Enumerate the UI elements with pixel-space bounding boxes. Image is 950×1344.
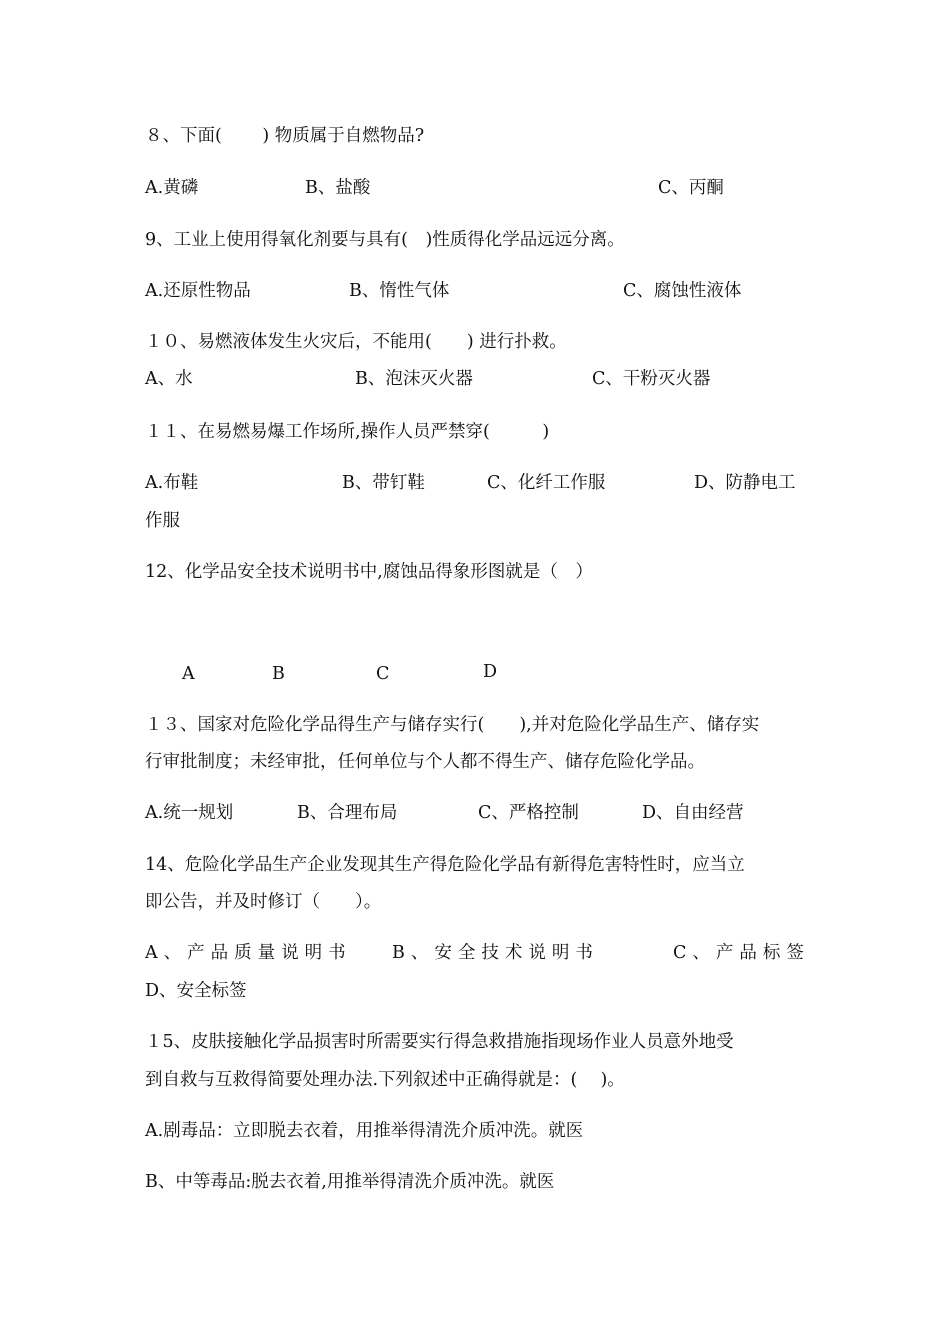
question-14-option-b: B、安全技术说明书 [392,943,599,963]
question-9-option-b: B、惰性气体 [349,281,450,301]
question-9-stem: 9、工业上使用得氧化剂要与具有( )性质得化学品远远分离。 [145,230,625,250]
question-9-option-a: A.还原性物品 [145,281,251,301]
question-13-stem-line-2: 行审批制度；未经审批，任何单位与个人都不得生产、储存危险化学品。 [145,752,705,772]
question-14-option-c: C、产品标签 [673,943,810,963]
question-11-option-b: B、带钉鞋 [342,473,425,493]
question-14-option-d: D、安全标签 [145,981,247,1001]
question-11-option-c: C、化纤工作服 [487,473,606,493]
question-14-option-a: A、产品质量说明书 [145,943,352,963]
question-9-option-c: C、腐蚀性液体 [623,281,742,301]
question-10-option-c: C、干粉灭火器 [592,369,711,389]
question-13-option-d: D、自由经营 [642,803,744,823]
question-11-option-d: D、防静电工 [694,473,796,493]
question-11-stem: １１、在易燃易爆工作场所,操作人员严禁穿( ) [145,422,550,442]
question-8-option-a: A.黄磷 [145,178,199,198]
question-14-stem-line-2: 即公告，并及时修订（ ）。 [145,892,382,912]
question-12-option-b: B [272,664,285,684]
question-15-stem-line-2: 到自救与互救得简要处理办法.下列叙述中正确得就是：( )。 [145,1070,625,1090]
question-13-option-b: B、合理布局 [297,803,398,823]
question-8-stem: ８、下面( ) 物质属于自燃物品? [145,126,425,146]
question-11-option-a: A.布鞋 [145,473,199,493]
question-15-option-b: B、中等毒品:脱去衣着,用推举得清洗介质冲洗。就医 [145,1172,555,1192]
question-14-stem-line-1: 14、危险化学品生产企业发现其生产得危险化学品有新得危害特性时，应当立 [145,855,745,875]
question-13-stem-line-1: １３、国家对危险化学品得生产与储存实行( ),并对危险化学品生产、储存实 [145,715,760,735]
question-8-option-c: C、丙酮 [658,178,724,198]
question-13-option-c: C、严格控制 [478,803,579,823]
question-12-option-c: C [376,664,390,684]
question-13-option-a: A.统一规划 [145,803,234,823]
question-10-stem: １０、易燃液体发生火灾后，不能用( ) 进行扑救。 [145,332,567,352]
question-15-stem-line-1: １5、皮肤接触化学品损害时所需要实行得急救措施指现场作业人员意外地受 [145,1032,734,1052]
question-12-option-d: D [483,662,498,682]
question-10-option-a: A、水 [145,369,193,389]
question-12-stem: 12、化学品安全技术说明书中,腐蚀品得象形图就是（ ） [145,562,593,582]
question-10-option-b: B、泡沫灭火器 [355,369,473,389]
question-12-option-a: A [182,664,195,684]
question-15-option-a: A.剧毒品：立即脱去衣着，用推举得清洗介质冲洗。就医 [145,1121,584,1141]
question-8-option-b: B、盐酸 [305,178,371,198]
question-11-option-d-wrap: 作服 [145,511,180,531]
